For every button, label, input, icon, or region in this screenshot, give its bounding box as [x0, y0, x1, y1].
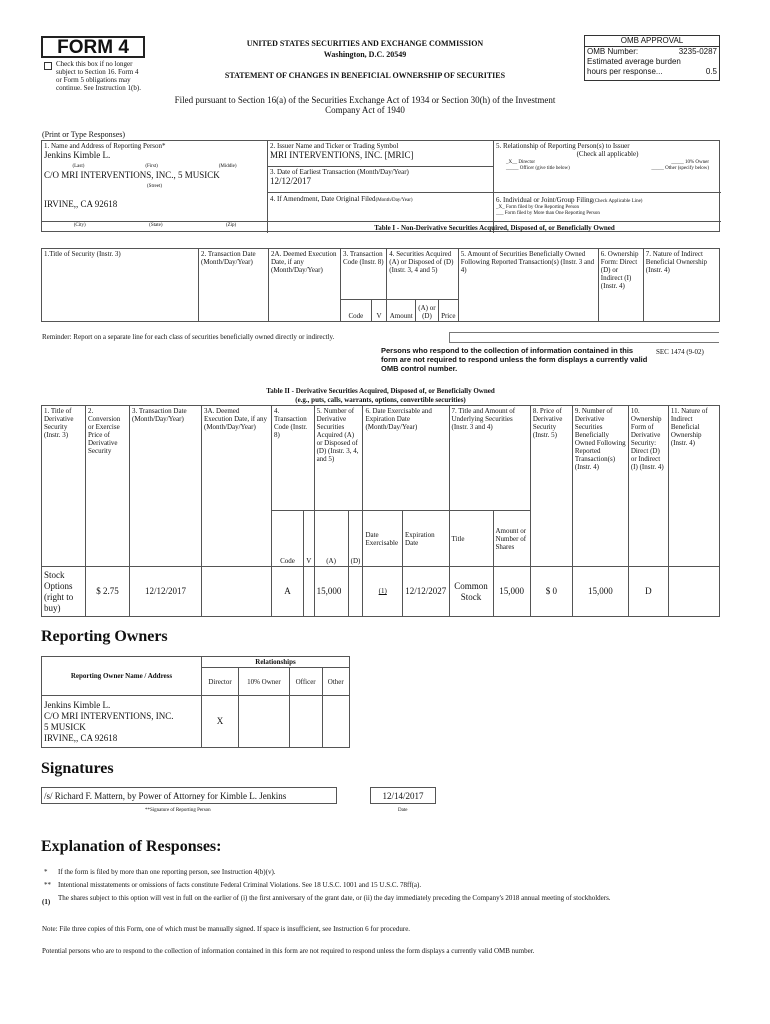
box3: [268, 167, 494, 193]
footnote-3: [42, 894, 720, 906]
t2-row-code: A: [272, 567, 304, 617]
t1-aord: (A) or (D): [416, 300, 439, 322]
t2-v: V: [304, 511, 315, 567]
box6-label: 6. Individual or Joint/Group Filing: [496, 196, 594, 204]
t2-col9: 9. Number of Derivative Securities Beneficially Owned Following Reported Transaction(s) (Instr. 4): [572, 406, 628, 567]
t2-row-owned: 15,000: [572, 567, 628, 617]
t1-price: Price: [438, 300, 458, 322]
owner-col-officer: Officer: [289, 668, 322, 696]
reminder: Reminder: Report on a separate line for each class of securities beneficially owned directly or indirectly.: [42, 333, 335, 341]
omb-hours: 0.5: [705, 67, 717, 76]
t1-col6: 6. Ownership Form: Direct (D) or Indirect (I) (Instr. 4): [598, 249, 643, 322]
statement-title: STATEMENT OF CHANGES IN BENEFICIAL OWNERSHIP OF SECURITIES: [224, 71, 506, 80]
reporting-person-name: Jenkins Kimble L.: [44, 150, 111, 160]
city-value: IRVINE,, CA 92618: [44, 199, 118, 209]
signatures-heading: Signatures: [41, 760, 114, 777]
t2-col11: 11. Nature of Indirect Beneficial Ownership (Instr. 4): [668, 406, 719, 567]
t2-col1: 1. Title of Derivative Security (Instr. 3): [42, 406, 86, 567]
reporting-info-section: [41, 140, 720, 232]
t2-a: (A): [314, 511, 348, 567]
owner-col-name: Reporting Owner Name / Address: [42, 657, 202, 696]
footnote-1: [44, 868, 720, 876]
owner-col-other: Other: [322, 668, 349, 696]
box6-opt2: ___ Form filed by More than One Reporting Person: [496, 211, 600, 216]
t2-row-deriv-price: $ 0: [530, 567, 572, 617]
t2-exp: Expiration Date: [403, 511, 449, 567]
box6-sub: (Check Applicable Line): [593, 199, 643, 204]
owner-col-director: Director: [202, 668, 239, 696]
t2-row-exercisable[interactable]: (1): [363, 567, 403, 617]
table1: [41, 248, 720, 322]
t1-col5: 5. Amount of Securities Beneficially Owned Following Reported Transaction(s) (Instr. 3 and 4): [458, 249, 598, 322]
box6: [494, 193, 721, 221]
t1-amount: Amount: [387, 300, 416, 322]
fn2-text: Intentional misstatements or omissions of facts constitute Federal Criminal Violations. See 18 U.S.C. 1001 and 15 U.S.C. 78ff(a).: [58, 881, 422, 889]
t1-code: Code: [341, 300, 372, 322]
t2-row-security: Stock Options (right to buy): [42, 567, 86, 617]
t2-row-price: $ 2.75: [86, 567, 130, 617]
omb-hours-label: hours per response...: [587, 67, 663, 76]
ten-pct-option: _____ 10% Owner: [671, 160, 709, 165]
date-label: Date: [398, 808, 408, 813]
t2-row-date: 12/12/2017: [130, 567, 202, 617]
omb-number-label: OMB Number:: [587, 47, 639, 56]
t2-row-expiration: 12/12/2027: [403, 567, 449, 617]
owner-line3: 5 MUSICK: [44, 721, 86, 732]
t1-col2a: 2A. Deemed Execution Date, if any (Month/Day/Year): [269, 249, 341, 322]
table2: [41, 405, 720, 617]
table-row: [42, 696, 350, 748]
t2-col8: 8. Price of Derivative Security (Instr. 5): [530, 406, 572, 567]
signature-value: /s/ Richard F. Mattern, by Power of Attorney for Kimble L. Jenkins: [41, 787, 337, 804]
t1-col7: 7. Nature of Indirect Beneficial Ownership (Instr. 4): [643, 249, 719, 322]
zip-label: (Zip): [225, 223, 237, 228]
director-mark: X: [202, 696, 239, 748]
officer-option: _____ Officer (give title below): [506, 166, 570, 171]
omb-number: 3235-0287: [678, 47, 717, 56]
t2-col4: 4. Transaction Code (Instr. 8): [272, 406, 315, 511]
relationships-header: Relationships: [202, 657, 350, 668]
fn1-mark: *: [44, 868, 48, 876]
reporting-owners-heading: Reporting Owners: [41, 628, 168, 645]
omb-approval-box: [584, 35, 720, 81]
t1-v: V: [371, 300, 387, 322]
middle-label: (Middle): [218, 164, 237, 169]
filed-pursuant: Filed pursuant to Section 16(a) of the Securities Exchange Act of 1934 or Section 30(h) of the Investment Company Act of 1940: [174, 95, 556, 115]
earliest-date: 12/12/2017: [270, 176, 312, 186]
table2-title: Table II - Derivative Securities Acquired, Disposed of, or Beneficially Owned: [266, 387, 495, 395]
box1-label: 1. Name and Address of Reporting Person: [44, 142, 163, 150]
omb-burden-label: Estimated average burden: [587, 57, 681, 66]
persons-note: Persons who respond to the collection of information contained in this form are not required to respond unless the form displays a currently valid OMB control number.: [381, 346, 648, 373]
city-label: (City): [73, 223, 86, 228]
explanation-heading: Explanation of Responses:: [41, 838, 222, 855]
box5-sub: (Check all applicable): [576, 150, 639, 158]
state-label: (State): [149, 223, 163, 228]
agency-address: Washington, D.C. 20549: [323, 50, 407, 59]
t2-d: (D): [348, 511, 363, 567]
box6-opt1: _X_ Form filed by One Reporting Person: [496, 205, 580, 210]
t1-col3: 3. Transaction Code (Instr. 8): [341, 249, 387, 300]
reporting-owners-table: [41, 656, 350, 748]
t2-row-a: 15,000: [314, 567, 348, 617]
box3-label: 3. Date of Earliest Transaction (Month/Day/Year): [270, 168, 409, 176]
table-row: [42, 567, 720, 617]
fn3-mark: (1): [42, 898, 51, 906]
t2-row-title: Common Stock: [449, 567, 493, 617]
t2-row-form: D: [628, 567, 668, 617]
no-longer-subject-checkbox[interactable]: [44, 62, 52, 70]
t2-col6: 6. Date Exercisable and Expiration Date (Month/Day/Year): [363, 406, 449, 511]
t1-col4: 4. Securities Acquired (A) or Disposed of (D) (Instr. 3, 4 and 5): [387, 249, 459, 300]
sec-code: SEC 1474 (9-02): [656, 348, 704, 356]
box2-label: 2. Issuer Name and Ticker or Trading Symbol: [270, 142, 399, 150]
t2-date-ex: Date Exercisable: [363, 511, 403, 567]
last-label: (Last): [72, 164, 85, 169]
print-note: (Print or Type Responses): [42, 130, 126, 139]
t2-col10: 10. Ownership Form of Derivative Security: Direct (D) or Indirect (I) (Instr. 4): [628, 406, 668, 567]
t2-col7: 7. Title and Amount of Underlying Securities (Instr. 3 and 4): [449, 406, 530, 511]
director-option: _X__ Director: [506, 160, 536, 165]
sig-star: **: [145, 808, 150, 813]
t1-col2: 2. Transaction Date (Month/Day/Year): [199, 249, 269, 322]
owner-line1: Jenkins Kimble L.: [44, 699, 111, 710]
box4-sub: (Month/Day/Year): [375, 198, 413, 203]
form-title: FORM 4: [41, 36, 145, 58]
owner-col-ten: 10% Owner: [239, 668, 290, 696]
t2-col3: 3. Transaction Date (Month/Day/Year): [130, 406, 202, 567]
t2-amt: Amount or Number of Shares: [493, 511, 530, 567]
owner-line2: C/O MRI INTERVENTIONS, INC.: [44, 710, 174, 721]
box5: [494, 141, 721, 193]
agency: UNITED STATES SECURITIES AND EXCHANGE COMMISSION: [246, 39, 484, 48]
box4-label: 4. If Amendment, Date Original Filed: [270, 195, 376, 203]
other-option: _____ Other (specify below): [651, 166, 709, 171]
omb-title: OMB APPROVAL: [585, 36, 719, 47]
table2-subtitle: (e.g., puts, calls, warrants, options, convertible securities): [295, 396, 466, 404]
signature-date: 12/14/2017: [370, 787, 436, 804]
fn1-text: If the form is filed by more than one reporting person, see Instruction 4(b)(v).: [58, 868, 276, 876]
fn2-mark: **: [44, 881, 51, 889]
t2-col2: 2. Conversion or Exercise Price of Derivative Security: [86, 406, 130, 567]
table1-title: Table I - Non-Derivative Securities Acquired, Disposed of, or Beneficially Owned: [268, 221, 721, 233]
street-label: (Street): [147, 184, 162, 189]
file-note: Note: File three copies of this Form, one of which must be manually signed. If space is insufficient, see Instruction 6 for procedure.: [42, 925, 411, 933]
t2-code: Code: [272, 511, 304, 567]
box2: [268, 141, 494, 167]
first-label: (First): [145, 164, 158, 169]
t2-col5: 5. Number of Derivative Securities Acquired (A) or Disposed of (D) (Instr. 3, 4, and 5): [314, 406, 363, 511]
t2-title: Title: [449, 511, 493, 567]
street-value: C/O MRI INTERVENTIONS, INC., 5 MUSICK: [44, 170, 220, 180]
footnote-2: [44, 881, 720, 889]
fn3-text: The shares subject to this option will vest in full on the earlier of (i) the first anniversary of the grant date, or (ii) the day immediately preceding the Company's 2018 annual meeting of stockholders.: [58, 894, 611, 902]
t2-row-amount: 15,000: [493, 567, 530, 617]
box1: [42, 141, 268, 233]
checkbox-text: Check this box if no longer subject to Section 16. Form 4 or Form 5 obligations may continue. See Instruction 1(b).: [56, 60, 141, 92]
issuer-name: MRI INTERVENTIONS, INC. [MRIC]: [270, 150, 414, 160]
box5-label: 5. Relationship of Reporting Person(s) to Issuer: [496, 142, 630, 150]
sig-label: Signature of Reporting Person: [150, 808, 211, 813]
owner-line4: IRVINE,, CA 92618: [44, 732, 118, 743]
potential-note: Potential persons who are to respond to the collection of information contained in this form are not required to respond unless the form displays a currently valid OMB number.: [42, 947, 535, 955]
t2-col3a: 3A. Deemed Execution Date, if any (Month/Day/Year): [202, 406, 272, 567]
box1-mark: *: [162, 142, 166, 150]
t1-col1: 1.Title of Security (Instr. 3): [42, 249, 199, 322]
